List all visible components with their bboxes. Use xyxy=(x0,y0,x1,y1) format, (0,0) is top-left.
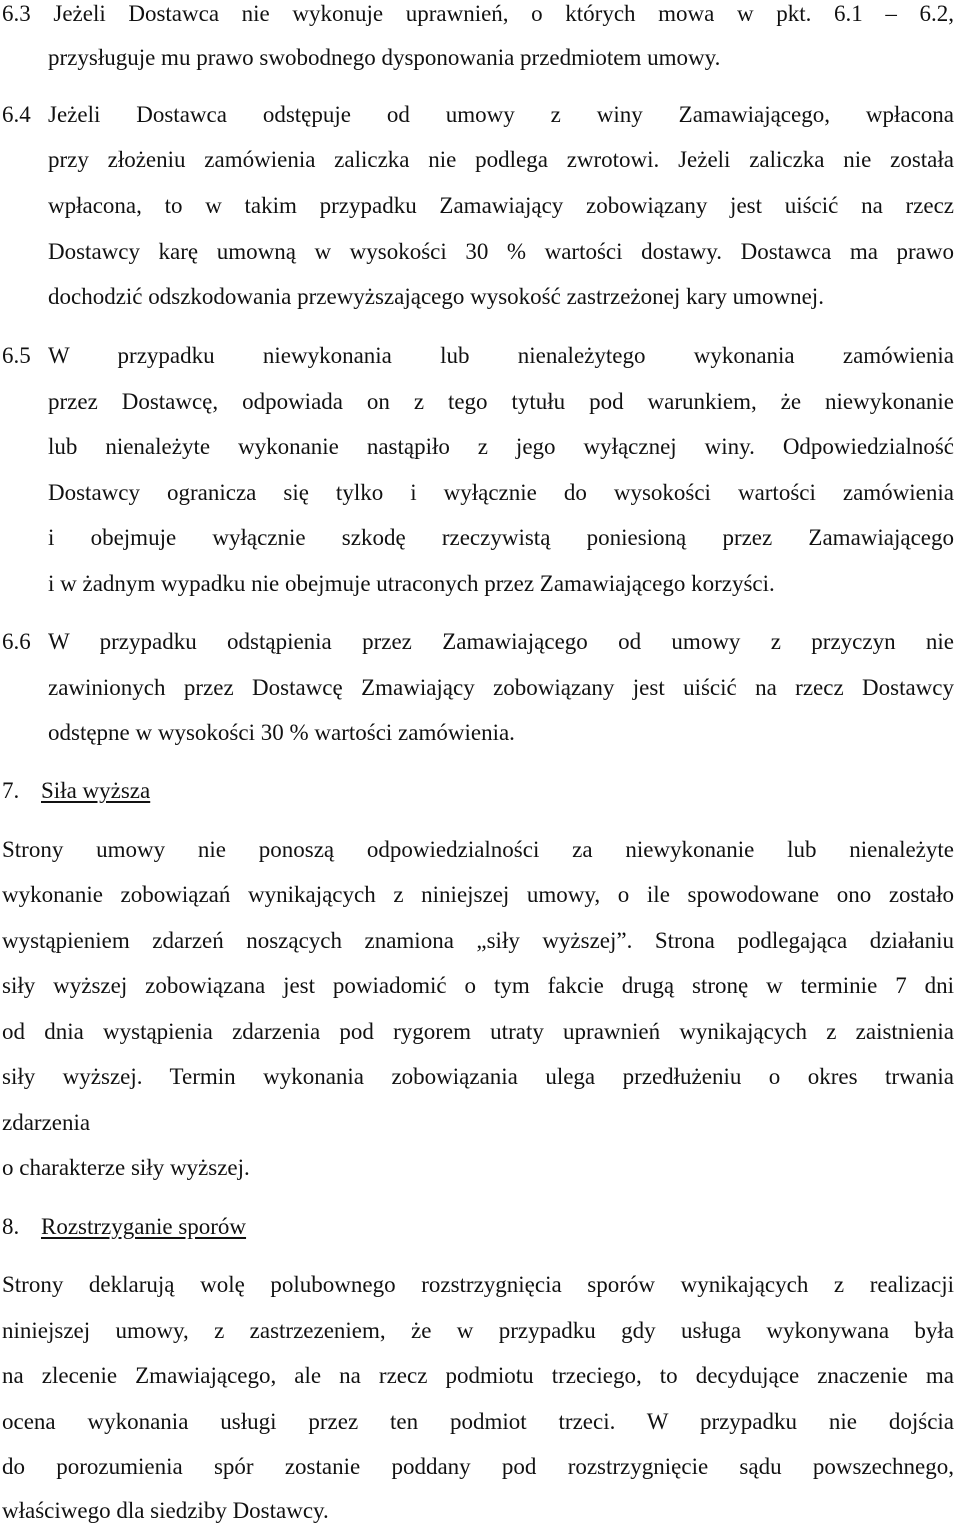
section-8-line-1: Strony deklarują wolę polubownego rozstrzygnięcia sporów wynikających z realizacji xyxy=(2,1272,954,1297)
section-6-6-line-3: odstępne w wysokości 30 % wartości zamówienia. xyxy=(48,720,515,745)
section-6-4-line-5: dochodzić odszkodowania przewyższającego wysokość zastrzeżonej kary umownej. xyxy=(48,284,824,309)
section-8-heading: Rozstrzyganie sporów xyxy=(41,1214,247,1239)
section-8-line-3: na zlecenie Zmawiającego, ale na rzecz podmiotu trzeciego, to decydujące znaczenie ma xyxy=(2,1363,954,1388)
section-7-line-1: Strony umowy nie ponoszą odpowiedzialności za niewykonanie lub nienależyte xyxy=(2,837,954,862)
section-6-5-line-4: Dostawcy ogranicza się tylko i wyłącznie do wysokości wartości zamówienia xyxy=(48,480,954,505)
section-6-5-line-2: przez Dostawcę, odpowiada on z tego tytułu pod warunkiem, że niewykonanie xyxy=(48,389,954,414)
section-8-number: 8. xyxy=(2,1214,20,1239)
section-6-6-line-2: zawinionych przez Dostawcę Zmawiający zobowiązany jest uiścić na rzecz Dostawcy xyxy=(48,675,954,700)
section-6-6-line-1: W przypadku odstąpienia przez Zamawiającego od umowy z przyczyn nie xyxy=(48,629,954,654)
section-6-5-line-1: W przypadku niewykonania lub nienależytego wykonania zamówienia xyxy=(48,343,954,368)
section-6-5-number: 6.5 xyxy=(2,343,31,368)
section-6-5-line-5: i obejmuje wyłącznie szkodę rzeczywistą poniesioną przez Zamawiającego xyxy=(48,525,954,550)
section-6-3-line-2: przysługuje mu prawo swobodnego dysponowania przedmiotem umowy. xyxy=(48,45,721,70)
section-8-line-2: niniejszej umowy, z zastrzezeniem, że w przypadku gdy usługa wykonywana była xyxy=(2,1318,954,1343)
section-6-4-line-2: przy złożeniu zamówienia zaliczka nie podlega zwrotowi. Jeżeli zaliczka nie została xyxy=(48,147,954,172)
section-6-6-number: 6.6 xyxy=(2,629,31,654)
section-6-4-line-3: wpłacona, to w takim przypadku Zamawiający zobowiązany jest uiścić na rzecz xyxy=(48,193,954,218)
section-7-line-8: o charakterze siły wyższej. xyxy=(2,1155,250,1180)
section-7-line-3: wystąpieniem zdarzeń noszących znamiona „siły wyższej”. Strona podlegająca działaniu xyxy=(2,928,954,953)
section-7-line-6: siły wyższej. Termin wykonania zobowiązania ulega przedłużeniu o okres trwania xyxy=(2,1064,954,1089)
section-6-4-line-1: Jeżeli Dostawca odstępuje od umowy z winy Zamawiającego, wpłacona xyxy=(48,102,954,127)
section-8-line-4: ocena wykonania usługi przez ten podmiot trzeci. W przypadku nie dojścia xyxy=(2,1409,954,1434)
section-8-line-6: właściwego dla siedziby Dostawcy. xyxy=(2,1498,329,1523)
section-8-line-5: do porozumienia spór zostanie poddany pod rozstrzygnięcie sądu powszechnego, xyxy=(2,1454,954,1479)
section-7-heading: Siła wyższa xyxy=(41,778,151,803)
section-7-line-5: od dnia wystąpienia zdarzenia pod rygorem utraty uprawnień wynikających z zaistnienia xyxy=(2,1019,954,1044)
section-6-5-line-3: lub nienależyte wykonanie nastąpiło z jego wyłącznej winy. Odpowiedzialność xyxy=(48,434,954,459)
section-6-4-number: 6.4 xyxy=(2,102,31,127)
section-6-3-line-1: 6.3 Jeżeli Dostawca nie wykonuje uprawnień, o których mowa w pkt. 6.1 – 6.2, xyxy=(2,1,954,26)
section-6-4-line-4: Dostawcy karę umowną w wysokości 30 % wartości dostawy. Dostawca ma prawo xyxy=(48,239,954,264)
section-7-number: 7. xyxy=(2,778,20,803)
section-6-5-line-6: i w żadnym wypadku nie obejmuje utraconych przez Zamawiającego korzyści. xyxy=(48,571,775,596)
section-7-line-2: wykonanie zobowiązań wynikających z niniejszej umowy, o ile spowodowane ono zostało xyxy=(2,882,954,907)
section-7-line-4: siły wyższej zobowiązana jest powiadomić o tym fakcie drugą stronę w terminie 7 dni xyxy=(2,973,954,998)
section-7-line-7: zdarzenia xyxy=(2,1110,91,1135)
